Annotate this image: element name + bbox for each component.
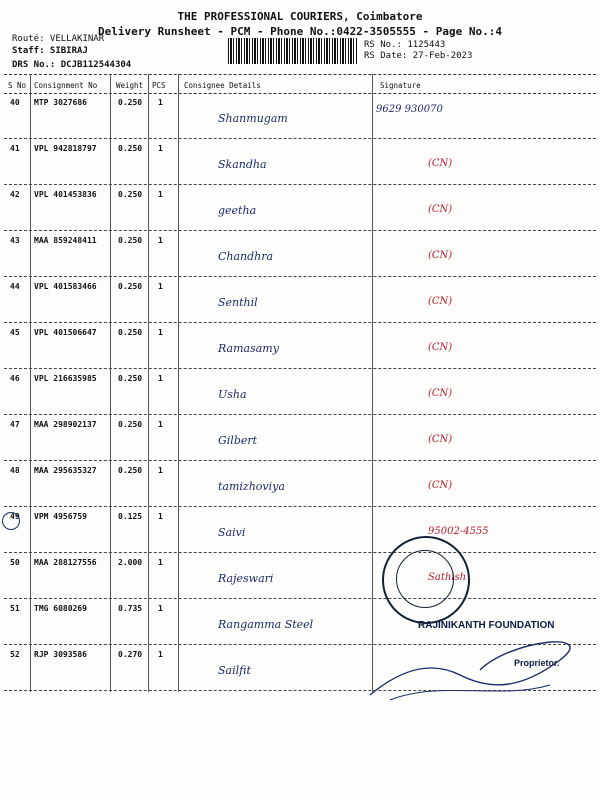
staff-label: Staff: SIBIRAJ	[12, 46, 88, 56]
row-pcs: 1	[158, 512, 163, 521]
row-sno: 44	[10, 282, 20, 291]
row-consignment: MAA 288127556	[34, 558, 97, 567]
row-consignment: RJP 3093586	[34, 650, 87, 659]
row-pcs: 1	[158, 190, 163, 199]
row-sno: 50	[10, 558, 20, 567]
row-consignment: VPL 216635985	[34, 374, 97, 383]
row-consignment: MAA 298902137	[34, 420, 97, 429]
row-weight: 0.250	[118, 98, 143, 107]
signature-mark: (CN)	[428, 296, 453, 307]
handwritten-circle	[2, 512, 20, 530]
row-pcs: 1	[158, 282, 163, 291]
row-weight: 0.250	[118, 466, 143, 475]
table-header	[4, 74, 596, 94]
row-pcs: 1	[158, 98, 163, 107]
row-sno: 48	[10, 466, 20, 475]
table-row	[4, 184, 596, 231]
row-sno: 51	[10, 604, 20, 613]
row-consignment: VPL 401583466	[34, 282, 97, 291]
row-sno: 41	[10, 144, 20, 153]
row-consignment: VPL 401453836	[34, 190, 97, 199]
row-pcs: 1	[158, 466, 163, 475]
table-row	[4, 138, 596, 185]
col-consignee: Consignee Details	[184, 81, 261, 90]
row-sno: 46	[10, 374, 20, 383]
consignee-name: Chandhra	[218, 250, 274, 263]
row-weight: 0.250	[118, 190, 143, 199]
col-consignment: Consignment No	[34, 81, 98, 90]
row-consignment: MAA 295635327	[34, 466, 97, 475]
consignee-name: tamizhoviya	[218, 480, 285, 493]
table-row	[4, 230, 596, 277]
row-weight: 0.250	[118, 144, 143, 153]
row-pcs: 1	[158, 144, 163, 153]
row-sno: 52	[10, 650, 20, 659]
row-consignment: TMG 6080269	[34, 604, 87, 613]
consignee-name: Ramasamy	[218, 342, 279, 355]
row-weight: 2.000	[118, 558, 143, 567]
rs-date: RS Date: 27-Feb-2023	[364, 51, 473, 61]
row-weight: 0.735	[118, 604, 143, 613]
row-pcs: 1	[158, 604, 163, 613]
table-row	[4, 552, 596, 599]
foundation-stamp: RAJINIKANTH FOUNDATION	[418, 620, 555, 631]
row-pcs: 1	[158, 374, 163, 383]
row-sno: 42	[10, 190, 20, 199]
barcode	[228, 38, 358, 64]
col-sno: S No	[8, 81, 27, 90]
signature-mark: 95002-4555	[428, 526, 489, 537]
signature-mark: 9629 930070	[376, 104, 443, 115]
row-sno: 40	[10, 98, 20, 107]
row-weight: 0.250	[118, 236, 143, 245]
table-row	[4, 414, 596, 461]
consignee-name: Saivi	[218, 526, 246, 539]
col-weight: Weight	[116, 81, 144, 90]
row-consignment: MTP 3027686	[34, 98, 87, 107]
col-pcs: PCS	[152, 81, 166, 90]
signature-mark: (CN)	[428, 480, 453, 491]
row-consignment: MAA 859248411	[34, 236, 97, 245]
row-pcs: 1	[158, 650, 163, 659]
signature-mark: (CN)	[428, 342, 453, 353]
row-sno: 43	[10, 236, 20, 245]
consignee-name: Rajeswari	[218, 572, 274, 585]
row-weight: 0.250	[118, 420, 143, 429]
row-sno: 49	[10, 512, 20, 521]
table-row	[4, 368, 596, 415]
row-weight: 0.250	[118, 374, 143, 383]
table-row	[4, 92, 596, 139]
row-consignment: VPM 4956759	[34, 512, 87, 521]
route-label: Routé: VELLAKINAR	[12, 34, 105, 44]
proprietor-signature	[360, 600, 590, 710]
table-row	[4, 506, 596, 553]
consignee-name: Shanmugam	[218, 112, 288, 125]
rs-number: RS No.: 1125443	[364, 40, 446, 50]
consignee-name: Gilbert	[218, 434, 258, 447]
consignee-name: geetha	[218, 204, 257, 217]
signature-mark: Sathish	[428, 572, 467, 583]
consignee-name: Sailfit	[218, 664, 251, 677]
consignee-name: Senthil	[218, 296, 258, 309]
consignee-name: Usha	[218, 388, 247, 401]
table-row	[4, 322, 596, 369]
row-weight: 0.270	[118, 650, 143, 659]
runsheet-subtitle: Delivery Runsheet - PCM - Phone No.:0422-3505555 - Page No.:4	[98, 25, 502, 38]
signature-mark: (CN)	[428, 204, 453, 215]
consignee-name: Skandha	[218, 158, 267, 171]
drs-number: DRS No.: DCJB112544304	[12, 60, 132, 70]
row-weight: 0.125	[118, 512, 143, 521]
table-row	[4, 276, 596, 323]
table-row	[4, 460, 596, 507]
row-consignment: VPL 401506647	[34, 328, 97, 337]
row-weight: 0.250	[118, 328, 143, 337]
row-pcs: 1	[158, 420, 163, 429]
signature-mark: (CN)	[428, 158, 453, 169]
page-title: THE PROFESSIONAL COURIERS, Coimbatore	[177, 10, 423, 23]
signature-mark: (CN)	[428, 250, 453, 261]
row-sno: 47	[10, 420, 20, 429]
row-weight: 0.250	[118, 282, 143, 291]
row-pcs: 1	[158, 328, 163, 337]
col-signature: Signature	[380, 81, 421, 90]
consignee-name: Rangamma Steel	[218, 618, 314, 631]
row-pcs: 1	[158, 236, 163, 245]
signature-mark: (CN)	[428, 388, 453, 399]
row-consignment: VPL 942818797	[34, 144, 97, 153]
row-sno: 45	[10, 328, 20, 337]
row-pcs: 1	[158, 558, 163, 567]
proprietor-label: Proprietor.	[514, 658, 560, 668]
signature-mark: (CN)	[428, 434, 453, 445]
